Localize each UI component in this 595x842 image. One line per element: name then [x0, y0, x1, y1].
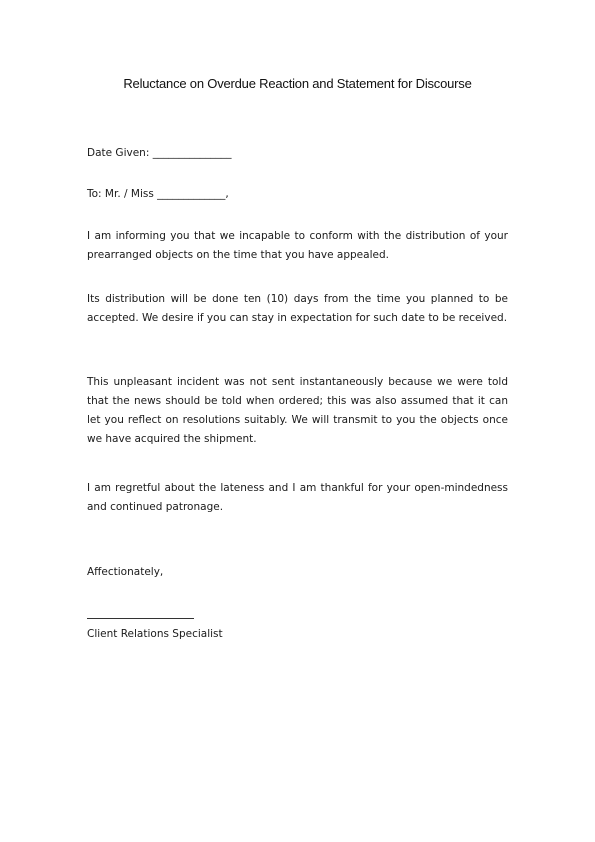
- recipient-line: To: Mr. / Miss _____________,: [87, 188, 229, 200]
- letter-title: Reluctance on Overdue Reaction and Statement for Discourse: [123, 76, 472, 91]
- paragraph-3: This unpleasant incident was not sent instantaneously because we were told that the news should be told when ordered; this was also assumed that it can let you reflect on resolutions suitably. We will transmit to you the objects once we have acquired the shipment.: [87, 376, 508, 445]
- paragraph-2: Its distribution will be done ten (10) days from the time you planned to be accepted. We desire if you can stay in expectation for such date to be received.: [87, 293, 508, 324]
- date-line: Date Given: _______________: [87, 147, 232, 159]
- signature-line: [87, 618, 194, 619]
- paragraph-1: I am informing you that we incapable to conform with the distribution of your prearranged objects on the time that you have appealed.: [87, 230, 508, 261]
- paragraph-4: I am regretful about the lateness and I am thankful for your open-mindedness and continued patronage.: [87, 482, 508, 513]
- closing-line: Affectionately,: [87, 566, 164, 578]
- signer-title: Client Relations Specialist: [87, 628, 223, 640]
